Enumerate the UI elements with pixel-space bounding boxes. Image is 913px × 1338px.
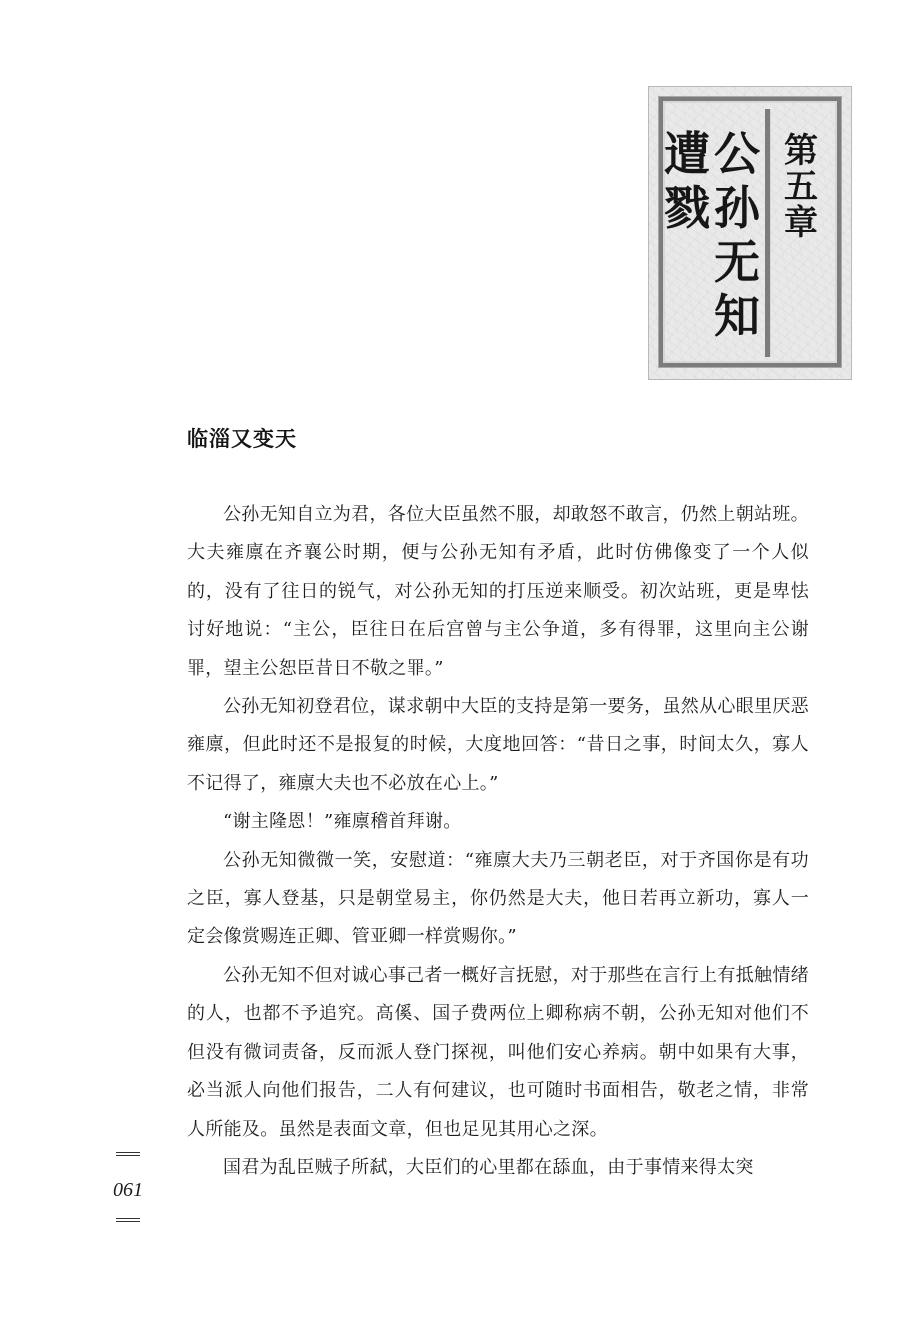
- chapter-title-suffix: [661, 127, 713, 235]
- paragraph: 公孙无知不但对诚心事己者一概好言抚慰，对于那些在言行上有抵触情绪的人，也都不予追究。高傒、国子费两位上卿称病不朝，公孙无知对他们不但没有微词责备，反而派人登门探视，叫他们安心养病。朝中如果有大事，必当派人向他们报告，二人有何建议，也可随时书面相告，敬老之情，非常人所能及。虽然是表面文章，但也足见其用心之深。: [187, 964, 809, 1140]
- paragraph: 公孙无知初登君位，谋求朝中大臣的支持是第一要务，虽然从心眼里厌恶雍廪，但此时还不是报复的时候，大度地回答：“昔日之事，时间太久，寡人不记得了，雍廪大夫也不必放在心上。”: [187, 696, 809, 794]
- chapter-title-char: 无: [714, 235, 760, 289]
- chapter-number-char: 第: [784, 131, 818, 171]
- chapter-number: [776, 133, 826, 241]
- paragraph: “谢主隆恩！”雍廪稽首拜谢。: [223, 811, 462, 833]
- chapter-number-char: 章: [784, 203, 818, 243]
- section-title: 临淄又变天: [187, 426, 297, 451]
- chapter-title-char: 公: [714, 127, 760, 181]
- page-number-rule-top: [116, 1152, 140, 1156]
- chapter-title-char: 遭: [664, 127, 710, 181]
- chapter-title-char: 知: [714, 289, 760, 343]
- body-text: [187, 496, 809, 1187]
- paragraph: 国君为乱臣贼子所弑，大臣们的心里都在舔血，由于事情来得太突: [223, 1156, 754, 1178]
- chapter-title-char: 戮: [664, 181, 710, 235]
- page-number: 061: [113, 1179, 143, 1201]
- chapter-number-char: 五: [784, 167, 818, 207]
- paragraph: 公孙无知自立为君，各位大臣虽然不服，却敢怒不敢言，仍然上朝站班。大夫雍廪在齐襄公时期，便与公孙无知有矛盾，此时仿佛像变了一个人似的，没有了往日的锐气，对公孙无知的打压逆来顺受。初次站班，更是卑怯讨好地说：“主公，臣往日在后宫曾与主公争道，多有得罪，这里向主公谢罪，望主公恕臣昔日不敬之罪。”: [187, 504, 809, 679]
- paragraph: 公孙无知微微一笑，安慰道：“雍廪大夫乃三朝老臣，对于齐国你是有功之臣，寡人登基，只是朝堂易主，你仍然是大夫，他日若再立新功，寡人一定会像赏赐连正卿、管亚卿一样赏赐你。”: [187, 849, 809, 948]
- chapter-title-box: [648, 86, 852, 380]
- page-number-rule-bottom: [116, 1218, 140, 1222]
- chapter-title-char: 孙: [714, 181, 760, 235]
- chapter-title-name: [707, 127, 767, 343]
- page-number-block: [108, 1152, 148, 1222]
